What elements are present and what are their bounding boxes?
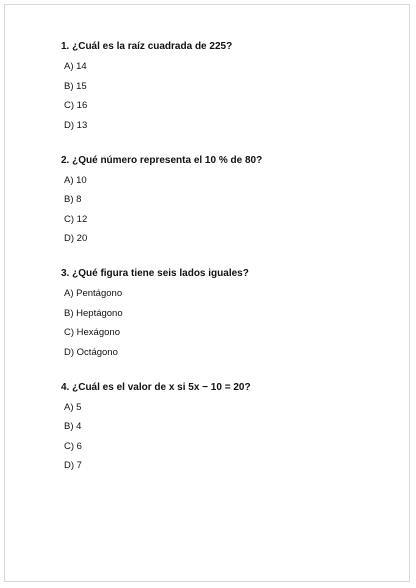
question-title: 3. ¿Qué figura tiene seis lados iguales? — [61, 268, 249, 279]
answer-option: C) 12 — [64, 213, 88, 225]
answer-option: B) Heptágono — [64, 307, 123, 319]
answer-option: D) Octágono — [64, 346, 118, 358]
answer-option: B) 4 — [64, 421, 82, 432]
answer-option: A) 14 — [64, 61, 87, 72]
question-3 — [61, 268, 389, 358]
answer-option: A) 5 — [64, 401, 82, 413]
answer-option: C) 16 — [64, 100, 88, 111]
answer-option: D) 20 — [64, 233, 88, 244]
question-list — [61, 41, 389, 495]
answer-option: D) 13 — [64, 119, 88, 131]
question-1 — [61, 41, 389, 131]
question-title: 2. ¿Qué número representa el 10 % de 80? — [61, 154, 263, 166]
question-2 — [61, 155, 389, 245]
answer-option: B) 15 — [64, 80, 87, 92]
answer-option: B) 8 — [64, 194, 82, 205]
question-title: 4. ¿Cuál es el valor de x si 5x − 10 = 20? — [61, 381, 251, 393]
question-title: 1. ¿Cuál es la raíz cuadrada de 225? — [61, 41, 233, 52]
answer-option: A) 10 — [64, 174, 87, 186]
answer-option: D) 7 — [64, 460, 82, 471]
answer-option: C) Hexágono — [64, 327, 120, 338]
answer-option: A) Pentágono — [64, 288, 123, 299]
document-page — [4, 4, 410, 582]
question-4 — [61, 382, 389, 472]
answer-option: C) 6 — [64, 440, 82, 452]
